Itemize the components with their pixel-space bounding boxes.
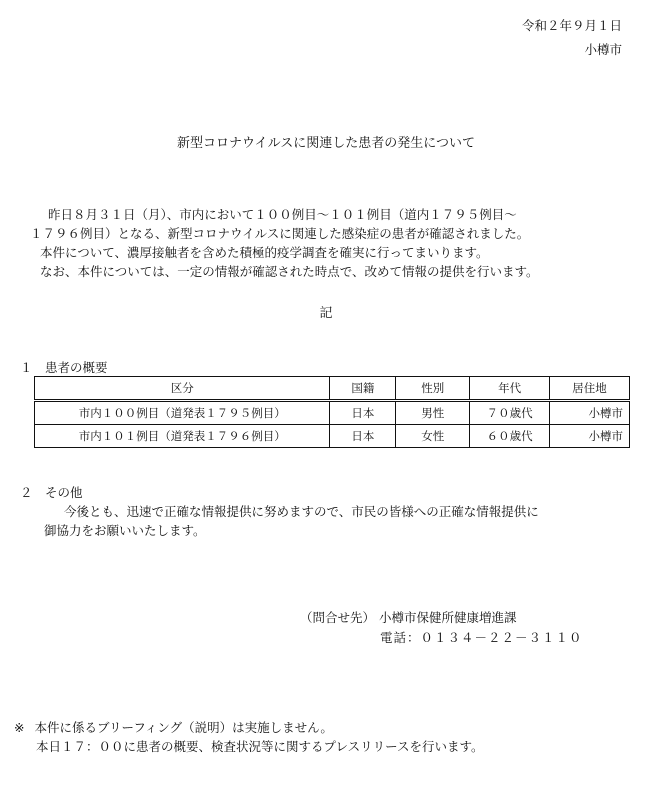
contact-label: （問合せ先） (300, 610, 376, 625)
table-cell-age: ７０歳代 (470, 401, 550, 425)
table-row (35, 425, 630, 448)
table-cell-sex: 男性 (396, 401, 470, 425)
contact-block (300, 608, 583, 648)
note-mark: ※ (14, 720, 25, 735)
table-cell-nationality: 日本 (330, 401, 396, 425)
note-line-1: 本件に係るブリーフィング（説明）は実施しません。 (34, 720, 333, 735)
section-2-heading: ２ その他 (20, 485, 83, 500)
body-text (30, 205, 640, 281)
section-2 (20, 483, 630, 540)
table-row (35, 401, 630, 425)
body-line-2: １７９６例目）となる、新型コロナウイルスに関連した感染症の患者が確認されました。 (30, 226, 530, 241)
section-2-line-1: 今後とも、迅速で正確な情報提供に努めますので、市民の皆様への正確な情報提供に (64, 504, 539, 519)
section-2-line-2: 御協力をお願いいたします。 (44, 523, 206, 538)
table-header-cell: 国籍 (330, 377, 396, 401)
note-line-2: 本日１７：００に患者の概要、検査状況等に関するプレスリリースを行います。 (36, 739, 484, 754)
contact-department: 小樽市保健所健康増進課 (379, 610, 517, 625)
table-cell-sex: 女性 (396, 425, 470, 448)
table-header-cell: 性別 (396, 377, 470, 401)
body-line-3: 本件について、濃厚接触者を含めた積極的疫学調査を確実に行ってまいります。 (40, 245, 489, 260)
footnote (14, 718, 484, 756)
table-cell-category: 市内１０１例目（道発表１７９６例目） (35, 425, 330, 448)
table-cell-category: 市内１００例目（道発表１７９５例目） (35, 401, 330, 425)
table-header-cell: 居住地 (550, 377, 630, 401)
document-date: 令和２年９月１日 (521, 18, 622, 33)
section-1-heading: １ 患者の概要 (20, 360, 108, 375)
table-cell-residence: 小樽市 (550, 401, 630, 425)
body-line-4: なお、本件については、一定の情報が確認された時点で、改めて情報の提供を行います。 (40, 264, 539, 279)
document-title: 新型コロナウイルスに関連した患者の発生について (177, 136, 475, 151)
body-line-1: 昨日８月３１日（月）、市内において１００例目～１０１例目（道内１７９５例目～ (48, 207, 517, 222)
table-header-cell: 区分 (35, 377, 330, 401)
table-header-row (35, 377, 630, 401)
ki-heading: 記 (319, 306, 333, 321)
issuer-city: 小樽市 (584, 42, 622, 57)
table-header-cell: 年代 (470, 377, 550, 401)
table-cell-age: ６０歳代 (470, 425, 550, 448)
table-cell-residence: 小樽市 (550, 425, 630, 448)
contact-phone: 電話：０１３４－２２－３１１０ (380, 630, 583, 645)
patient-table (34, 376, 630, 448)
table-cell-nationality: 日本 (330, 425, 396, 448)
